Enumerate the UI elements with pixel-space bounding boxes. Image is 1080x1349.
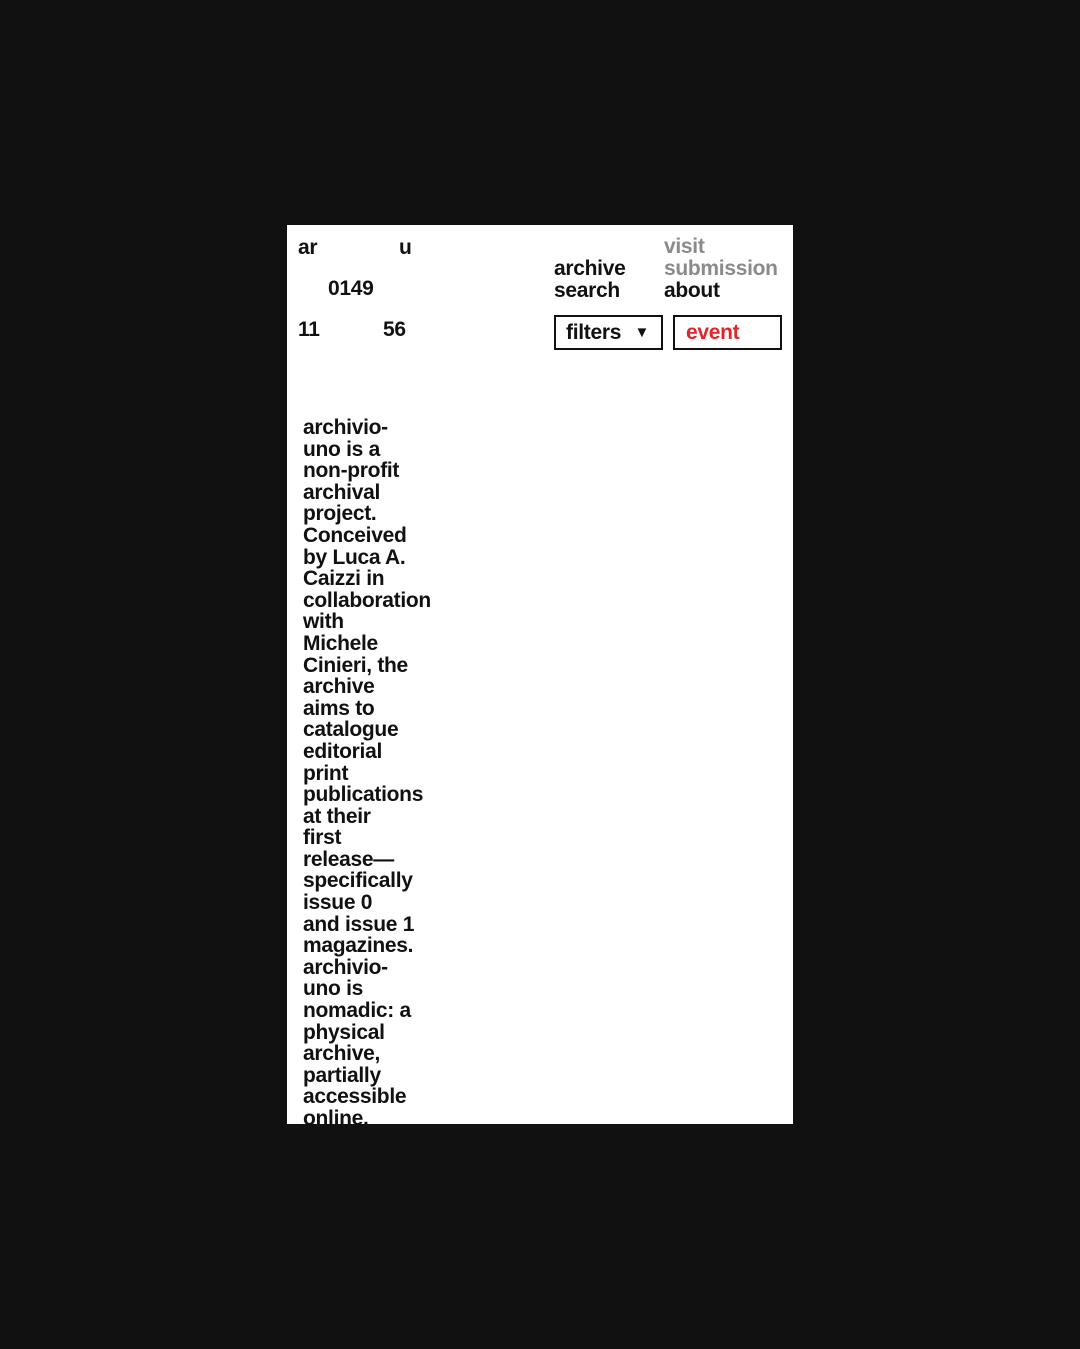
about-line: uno is [303,977,364,1001]
about-line: print [303,761,349,785]
about-line: Caizzi in [303,567,385,591]
about-line: Michele [303,631,378,655]
about-line: non-profit [303,459,400,483]
nav-about-link[interactable]: about [664,279,720,302]
filters-label: filters [566,321,622,344]
about-line: specifically [303,869,413,893]
about-line: archival [303,480,380,504]
about-line: Cinieri, the [303,653,408,677]
logo-number: 0149 [328,277,374,300]
about-line: publications [303,783,424,807]
about-line: with [303,610,344,634]
about-line: partially [303,1063,381,1087]
about-line: archive [303,675,375,699]
about-line: editorial [303,739,382,763]
about-line: archivio- [303,417,388,439]
logo-count-left: 11 [298,318,320,341]
about-line: issue 0 [303,891,373,915]
about-line: by Luca A. [303,545,406,569]
event-label: event [686,321,740,344]
about-line: nomadic: a [303,999,411,1023]
about-line: archive, [303,1042,380,1066]
nav-visit-link[interactable]: visit [664,235,705,258]
about-line: online. [303,1107,369,1124]
phone-screen [287,225,793,1124]
caret-down-icon: ▼ [634,324,649,341]
about-line: first [303,826,342,850]
event-button[interactable] [673,315,782,350]
about-line: project. [303,502,377,526]
nav-submission-link[interactable]: submission [664,257,778,280]
about-line: magazines. [303,934,414,958]
about-line: archivio- [303,955,388,979]
about-line: Conceived [303,523,407,547]
about-line: and issue 1 [303,912,415,936]
about-line: aims to [303,696,375,720]
about-line: collaboration [303,588,431,612]
about-line: catalogue [303,718,399,742]
about-line: physical [303,1020,385,1044]
about-line: accessible [303,1085,407,1109]
about-line: at their [303,804,371,828]
nav-search-link[interactable]: search [554,279,620,302]
nav-archive-link[interactable]: archive [554,257,626,280]
filters-dropdown[interactable] [554,315,663,350]
about-paragraph [303,417,431,1124]
about-line: release— [303,847,395,871]
about-line: uno is a [303,437,380,461]
logo-u: u [399,236,412,259]
logo-count-right: 56 [383,318,406,341]
logo-ar: ar [298,236,318,259]
